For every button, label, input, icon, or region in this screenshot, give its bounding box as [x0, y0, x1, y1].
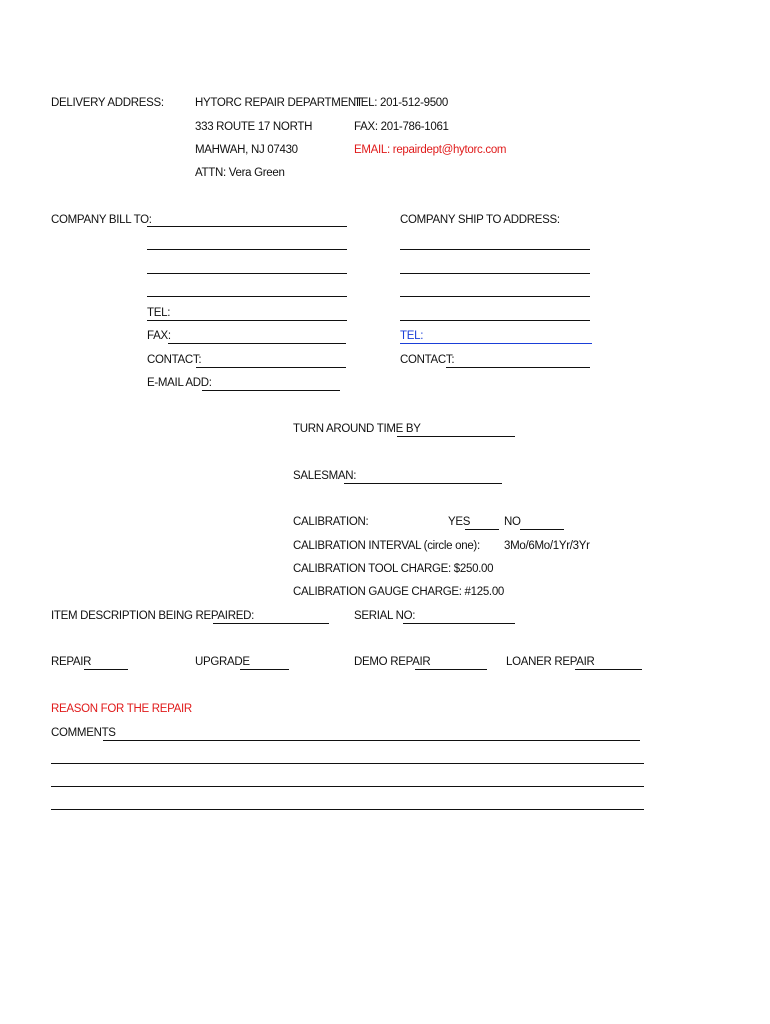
- serial-line[interactable]: [403, 623, 515, 624]
- calibration-no-line[interactable]: [520, 529, 564, 530]
- calibration-tool-charge: CALIBRATION TOOL CHARGE: $250.00: [293, 563, 494, 575]
- demo-repair-line[interactable]: [415, 669, 487, 670]
- ship-to-contact-label: CONTACT:: [400, 354, 455, 366]
- demo-repair-label: DEMO REPAIR: [354, 656, 431, 668]
- comments-line-4[interactable]: [51, 809, 644, 810]
- delivery-address-line-2: 333 ROUTE 17 NORTH: [195, 121, 313, 133]
- calibration-interval-label: CALIBRATION INTERVAL (circle one):: [293, 540, 480, 552]
- ship-to-tel-line[interactable]: [400, 343, 592, 344]
- bill-to-line-1[interactable]: [147, 226, 347, 227]
- serial-label: SERIAL NO:: [354, 610, 416, 622]
- bill-to-line-2[interactable]: [147, 249, 347, 250]
- bill-to-tel-line[interactable]: [147, 320, 347, 321]
- item-description-label: ITEM DESCRIPTION BEING REPAIRED:: [51, 610, 254, 622]
- calibration-yes-label: YES: [448, 516, 471, 528]
- delivery-address-line-1: HYTORC REPAIR DEPARTMENT: [195, 97, 363, 109]
- calibration-label: CALIBRATION:: [293, 516, 369, 528]
- reason-for-repair-heading: REASON FOR THE REPAIR: [51, 703, 192, 715]
- upgrade-line[interactable]: [240, 669, 289, 670]
- comments-line-2[interactable]: [51, 763, 644, 764]
- loaner-repair-label: LOANER REPAIR: [506, 656, 595, 668]
- ship-to-line-4[interactable]: [400, 320, 590, 321]
- bill-to-email-line[interactable]: [202, 390, 340, 391]
- bill-to-fax-label: FAX:: [147, 330, 171, 342]
- ship-to-line-1[interactable]: [400, 249, 590, 250]
- salesman-label: SALESMAN:: [293, 470, 357, 482]
- salesman-line[interactable]: [344, 483, 502, 484]
- item-description-line[interactable]: [213, 623, 329, 624]
- ship-to-label: COMPANY SHIP TO ADDRESS:: [400, 214, 560, 226]
- ship-to-line-2[interactable]: [400, 273, 590, 274]
- ship-to-tel-label: TEL:: [400, 330, 424, 342]
- comments-line-1[interactable]: [103, 740, 640, 741]
- delivery-email: EMAIL: repairdept@hytorc.com: [354, 144, 507, 156]
- bill-to-line-3[interactable]: [147, 273, 347, 274]
- turnaround-label: TURN AROUND TIME BY: [293, 423, 421, 435]
- turnaround-line[interactable]: [397, 436, 515, 437]
- delivery-address-label: DELIVERY ADDRESS:: [51, 97, 164, 109]
- calibration-no-label: NO: [504, 516, 521, 528]
- bill-to-contact-line[interactable]: [196, 367, 346, 368]
- repair-label: REPAIR: [51, 656, 92, 668]
- loaner-repair-line[interactable]: [575, 669, 642, 670]
- bill-to-contact-label: CONTACT:: [147, 354, 202, 366]
- delivery-fax: FAX: 201-786-1061: [354, 121, 449, 133]
- bill-to-line-4[interactable]: [147, 296, 347, 297]
- bill-to-email-label: E-MAIL ADD:: [147, 377, 212, 389]
- calibration-interval-options[interactable]: 3Mo/6Mo/1Yr/3Yr: [504, 540, 590, 552]
- ship-to-contact-line[interactable]: [446, 367, 590, 368]
- bill-to-label: COMPANY BILL TO:: [51, 214, 152, 226]
- delivery-tel: TEL: 201-512-9500: [354, 97, 448, 109]
- delivery-address-line-3: MAHWAH, NJ 07430: [195, 144, 298, 156]
- ship-to-line-3[interactable]: [400, 296, 590, 297]
- delivery-address-line-4: ATTN: Vera Green: [195, 167, 285, 179]
- bill-to-fax-line[interactable]: [168, 343, 346, 344]
- comments-label: COMMENTS: [51, 727, 116, 739]
- bill-to-tel-label: TEL:: [147, 307, 171, 319]
- repair-line[interactable]: [84, 669, 128, 670]
- calibration-gauge-charge: CALIBRATION GAUGE CHARGE: #125.00: [293, 586, 505, 598]
- upgrade-label: UPGRADE: [195, 656, 250, 668]
- calibration-yes-line[interactable]: [465, 529, 499, 530]
- comments-line-3[interactable]: [51, 786, 644, 787]
